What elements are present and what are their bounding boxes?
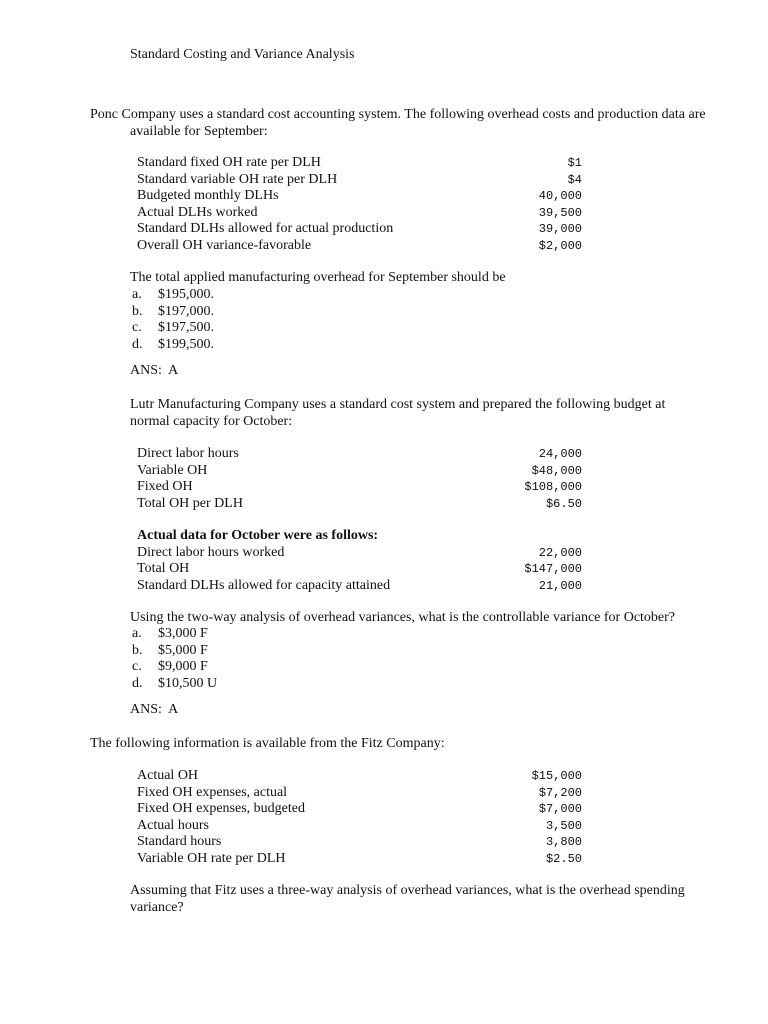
q3-intro: The following information is available from the Fitz Company: (90, 736, 445, 751)
table-row: Variable OH rate per DLH $2.50 (137, 850, 582, 866)
q2-intro (130, 397, 665, 430)
q3-data-table (137, 768, 582, 867)
table-row: Standard DLHs allowed for capacity attained 21,000 (137, 577, 582, 593)
table-row: Fixed OH $108,000 (137, 479, 582, 494)
table-row: Direct labor hours worked 22,000 (137, 544, 582, 560)
list-item: c. $197,500. (132, 320, 214, 335)
q1-intro-line2: available for September: (130, 123, 268, 139)
table-row: Total OH per DLH $6.50 (137, 495, 582, 511)
table-row: Actual DLHs worked 39,500 (137, 204, 582, 220)
q2-answer: ANS: A (130, 702, 179, 717)
q2-actual-heading: Actual data for October were as follows: (137, 528, 379, 543)
q1-intro-line1: Ponc Company uses a standard cost accounting system. The following overhead costs and production data are (90, 107, 706, 122)
list-item: c. $9,000 F (132, 659, 208, 674)
table-row: Standard variable OH rate per DLH $4 (137, 171, 582, 187)
table-row: Standard hours 3,800 (137, 834, 582, 849)
q2-question: Using the two-way analysis of overhead variances, what is the controllable variance for October? (130, 610, 676, 625)
q2-options (130, 626, 217, 692)
q1-intro (90, 107, 706, 140)
page-title: Standard Costing and Variance Analysis (130, 47, 355, 62)
table-row: Overall OH variance-favorable $2,000 (137, 237, 582, 253)
q3-question-line1: Assuming that Fitz uses a three-way analysis of overhead variances, what is the overhead spending (130, 883, 685, 898)
list-item: d. $199,500. (132, 336, 214, 352)
q2-budget-table (137, 446, 582, 512)
q2-intro-line1: Lutr Manufacturing Company uses a standard cost system and prepared the following budget at (130, 397, 666, 412)
table-row: Actual hours 3,500 (137, 817, 582, 833)
q2-intro-line2: normal capacity for October: (130, 413, 293, 429)
list-item: d. $10,500 U (132, 675, 218, 691)
list-item: a. $195,000. (132, 287, 214, 302)
table-row: Fixed OH expenses, budgeted $7,000 (137, 801, 582, 816)
table-row: Actual OH $15,000 (137, 768, 582, 783)
table-row: Total OH $147,000 (137, 561, 582, 576)
list-item: a. $3,000 F (132, 626, 208, 641)
table-row: Fixed OH expenses, actual $7,200 (137, 784, 582, 800)
list-item: b. $197,000. (132, 303, 214, 319)
list-item: b. $5,000 F (132, 642, 208, 658)
q1-question: The total applied manufacturing overhead for September should be (130, 270, 506, 285)
q3-question-line2: variance? (130, 899, 184, 915)
q1-answer: ANS: A (130, 363, 179, 378)
table-row: Variable OH $48,000 (137, 462, 582, 478)
table-row: Standard DLHs allowed for actual production 39,000 (137, 221, 582, 236)
table-row: Direct labor hours 24,000 (137, 446, 582, 461)
table-row: Budgeted monthly DLHs 40,000 (137, 188, 582, 203)
q1-data-table (137, 155, 582, 254)
q2-actual-table (137, 528, 582, 594)
q1-options (130, 287, 214, 353)
table-row: Standard fixed OH rate per DLH $1 (137, 155, 582, 170)
q3-question (130, 883, 685, 916)
